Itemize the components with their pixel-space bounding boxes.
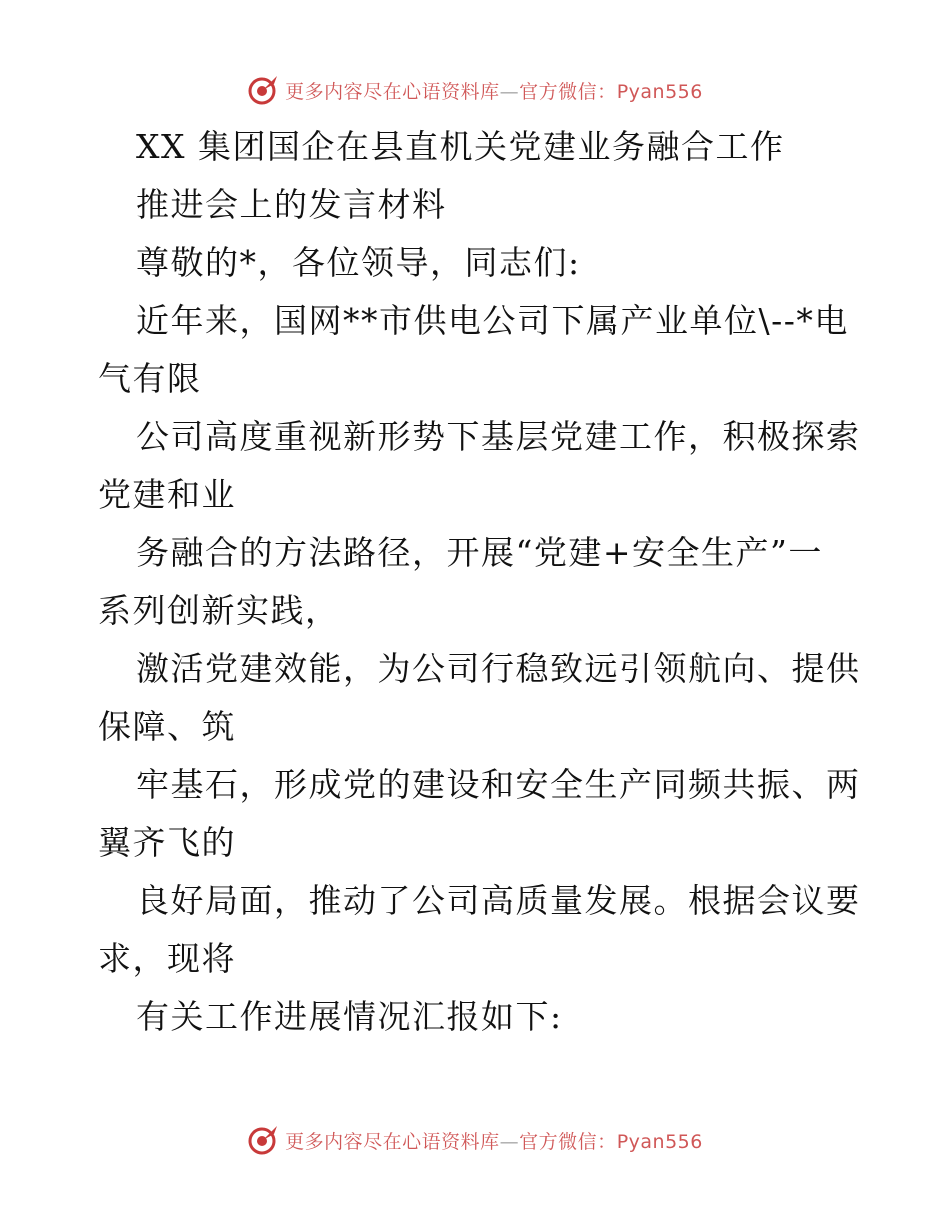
document-text-line: 良好局面，推动了公司高质量发展。根据会议要 xyxy=(136,881,861,920)
document-text-line: 尊敬的*，各位领导，同志们: xyxy=(136,243,581,282)
watermark-separator: — xyxy=(499,80,520,103)
document-text-line: 求，现将 xyxy=(98,939,236,978)
quill-logo-icon xyxy=(247,1123,281,1157)
document-text-line: 有关工作进展情况汇报如下: xyxy=(136,997,563,1036)
document-text-line: 推进会上的发言材料 xyxy=(136,185,447,224)
document-text-line: 保障、筑 xyxy=(98,707,236,746)
document-body xyxy=(98,118,861,1046)
document-title-line: XX 集团国企在县直机关党建业务融合工作 xyxy=(136,127,785,166)
document-text-line: 系列创新实践， xyxy=(98,591,340,630)
document-text-line: 翼齐飞的 xyxy=(98,823,236,862)
watermark-text: 更多内容尽在心语资料库 xyxy=(285,1130,500,1153)
document-text-line: 务融合的方法路径，开展“党建+安全生产”一 xyxy=(136,533,823,572)
watermark-wechat-label: 官方微信： xyxy=(519,80,617,103)
document-text-line: 党建和业 xyxy=(98,475,236,514)
document-text-line: 公司高度重视新形势下基层党建工作，积极探索 xyxy=(136,417,861,456)
watermark-wechat-id: Pyan556 xyxy=(616,80,703,103)
watermark-separator: — xyxy=(499,1130,520,1153)
document-text-line: 激活党建效能，为公司行稳致远引领航向、提供 xyxy=(136,649,861,688)
quill-logo-icon xyxy=(247,73,281,107)
document-text-line: 牢基石，形成党的建设和安全生产同频共振、两 xyxy=(136,765,861,804)
watermark-wechat-id: Pyan556 xyxy=(616,1130,703,1153)
document-text-line: 近年来，国网**市供电公司下属产业单位\--*电 xyxy=(136,301,849,340)
document-text-line: 气有限 xyxy=(98,359,202,398)
watermark-header xyxy=(0,70,950,110)
watermark-wechat-label: 官方微信： xyxy=(519,1130,617,1153)
watermark-text: 更多内容尽在心语资料库 xyxy=(285,80,500,103)
watermark-footer xyxy=(0,1120,950,1160)
